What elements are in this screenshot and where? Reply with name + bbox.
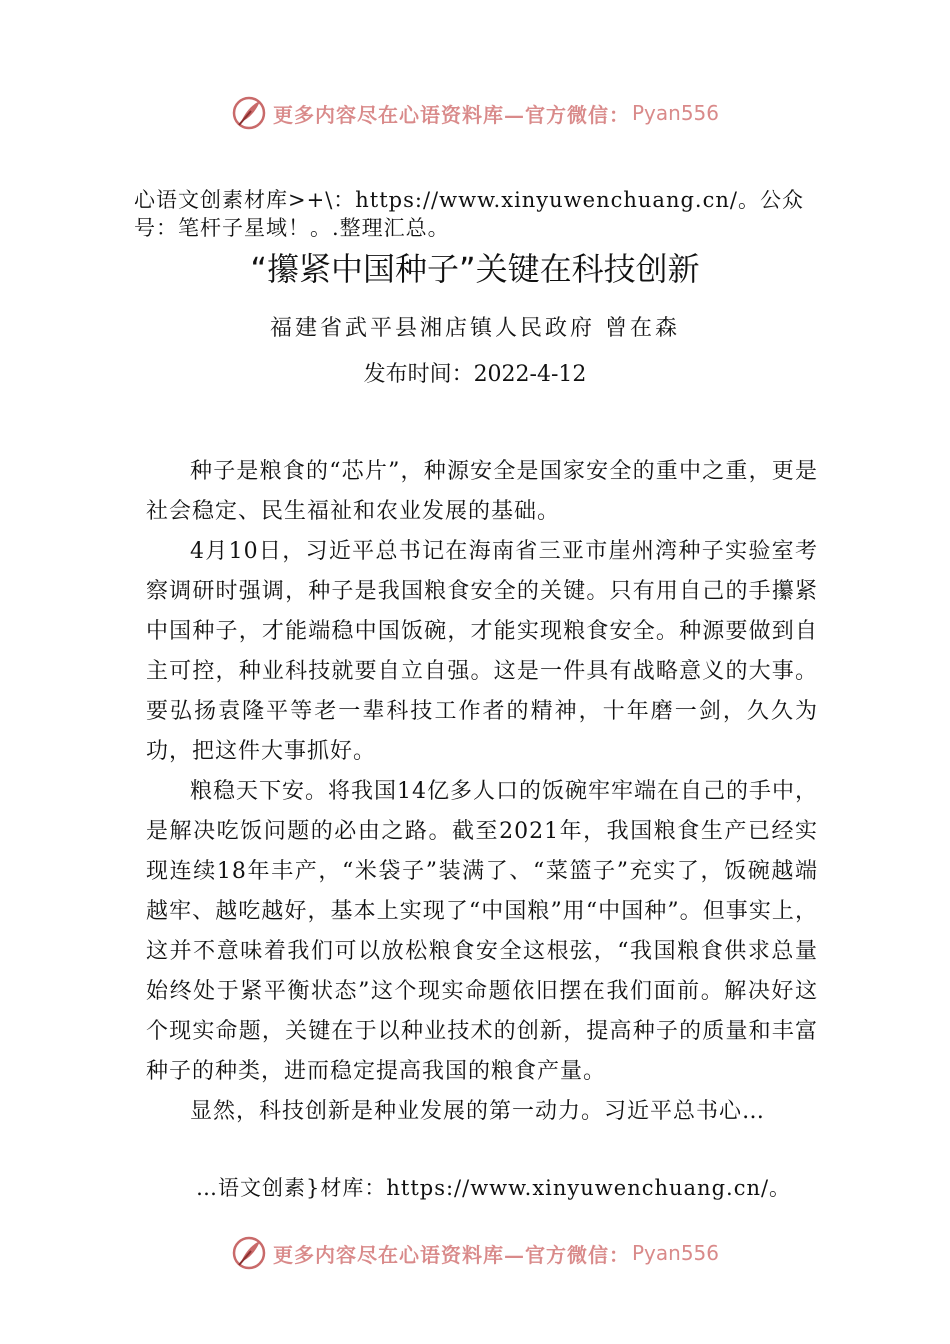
bottom-banner <box>0 1233 950 1273</box>
paragraph: 粮稳天下安。将我国14亿多人口的饭碗牢牢端在自己的手中，是解决吃饭问题的必由之路。截至2021年，我国粮食生产已经实现连续18年丰产，“米袋子”装满了、“菜篮子”充实了，饭碗越端越牢、越吃越好，基本上实现了“中国粮”用“中国种”。但事实上，这并不意味着我们可以放松粮食安全这根弦，“我国粮食供求总量始终处于紧平衡状态”这个现实命题依旧摆在我们面前。解决好这个现实命题，关键在于以种业技术的创新，提高种子的质量和丰富种子的种类，进而稳定提高我国的粮食产量。 <box>146 779 818 1084</box>
banner-account: Pyan556 <box>631 101 719 125</box>
feather-logo-icon <box>231 1235 267 1271</box>
top-banner <box>0 93 950 133</box>
article-title: “攥紧中国种子”关键在科技创新 <box>250 250 700 288</box>
header-note: 心语文创素材库>+\：https://www.xinyuwenchuang.cn/。公众号：笔杆子星域！。.整理汇总。 <box>134 188 804 240</box>
article-body <box>146 452 818 1132</box>
banner-text: 更多内容尽在心语资料库—官方微信： <box>272 1242 630 1267</box>
banner-account: Pyan556 <box>631 1241 719 1265</box>
article-author: 福建省武平县湘店镇人民政府 曾在森 <box>270 316 680 341</box>
footer-note: …语文创素}材库：https://www.xinyuwenchuang.cn/。 <box>196 1176 792 1200</box>
publish-date: 发布时间：2022-4-12 <box>363 362 587 387</box>
feather-logo-icon <box>231 95 267 131</box>
banner-text: 更多内容尽在心语资料库—官方微信： <box>272 102 630 127</box>
paragraph: 4月10日，习近平总书记在海南省三亚市崖州湾种子实验室考察调研时强调，种子是我国粮食安全的关键。只有用自己的手攥紧中国种子，才能端稳中国饭碗，才能实现粮食安全。种源要做到自主可控，种业科技就要自立自强。这是一件具有战略意义的大事。要弘扬袁隆平等老一辈科技工作者的精神，十年磨一剑，久久为功，把这件大事抓好。 <box>146 539 818 764</box>
paragraph: 种子是粮食的“芯片”，种源安全是国家安全的重中之重，更是社会稳定、民生福祉和农业发展的基础。 <box>146 459 818 524</box>
paragraph: 显然，科技创新是种业发展的第一动力。习近平总书心… <box>190 1099 766 1124</box>
